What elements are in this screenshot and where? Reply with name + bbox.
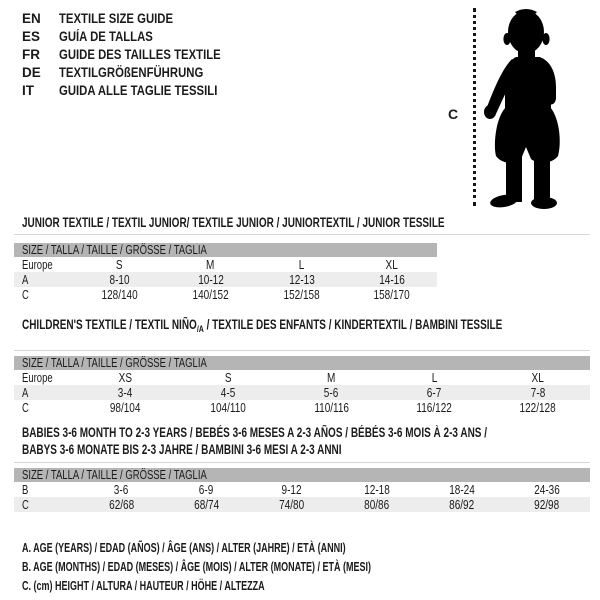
junior-section-title-text: JUNIOR TEXTILE / TEXTIL JUNIOR/ TEXTILE JUNIOR / JUNIORTEXTIL / JUNIOR TESSILE [22,215,445,230]
footnote-c: C. (cm) HEIGHT / ALTURA / HAUTEUR / HÖHE / ALTEZZA [22,579,265,593]
section-divider [14,462,590,463]
row-label-cell: C [14,497,79,512]
lang-row-it [22,81,252,99]
size-value-cell: 12-18 [363,482,390,497]
size-value-cell: 140/152 [192,287,229,302]
size-header-row [14,468,590,482]
footnote-b: B. AGE (MONTHS) / EDAD (MESES) / ÂGE (MOIS) / ALTER (MONATE) / ETÀ (MESI) [22,560,371,574]
size-value-cell: XS [118,370,133,385]
footnote-a: A. AGE (YEARS) / EDAD (AÑOS) / ÂGE (ANS) / ALTER (JAHRE) / ETÀ (ANNI) [22,541,346,555]
size-value-cell: M [327,370,336,385]
size-value-cell: 10-12 [165,272,256,287]
title-subscript: /A [196,324,204,335]
lang-title: GUÍA DE TALLAS [59,28,153,44]
legend-footnotes [22,539,507,596]
size-value-cell: 128/140 [101,287,138,302]
size-value-cell: 86/92 [419,497,504,512]
size-value-cell: 8-10 [74,272,165,287]
table-row-height [14,497,590,512]
language-title-list [22,9,252,99]
size-value-cell: 116/122 [416,400,453,415]
table-row-age [14,385,590,400]
row-label-cell: A [14,385,74,400]
table-row-age [14,272,437,287]
babies-title-line2: BABYS 3-6 MONATE BIS 2-3 JAHRE / BAMBINI 3-6 MESI A 2-3 ANNI [22,442,342,457]
size-value-cell: 9-12 [281,482,302,497]
children-size-table [14,356,590,415]
toddler-silhouette-icon [482,9,566,209]
lang-row-fr [22,45,252,63]
row-label-cell: C [22,400,29,415]
size-value-cell: 3-4 [74,385,177,400]
size-value-cell: 5-6 [280,385,383,400]
size-value-cell: 12-13 [256,272,347,287]
lang-code: FR [22,46,40,62]
size-value-cell: XL [385,257,399,272]
size-value-cell: 104/110 [210,400,247,415]
lang-title: TEXTILGRÖßENFÜHRUNG [59,64,204,80]
size-value-cell: 24-36 [534,482,560,497]
babies-textile-section [14,424,592,512]
height-measure-dotted-line [473,8,476,206]
lang-code: EN [22,10,41,26]
lang-row-de [22,63,252,81]
size-value-cell: 6-9 [199,482,214,497]
babies-section-title [22,424,592,458]
size-value-cell: 14-16 [347,272,437,287]
size-value-cell: 158/170 [373,287,411,302]
row-label-cell: C [22,287,29,302]
lang-code: IT [22,82,34,98]
size-value-cell: L [298,257,305,272]
size-header-cell [14,243,437,257]
table-row-europe [14,370,590,385]
size-value-cell: 110/116 [314,400,349,415]
baby-height-figure [440,0,600,215]
table-row-months [14,482,590,497]
size-header-text: SIZE / TALLA / TAILLE / GRÖSSE / TAGLIA [22,468,207,482]
children-section-title [22,318,592,336]
lang-title: GUIDE DES TAILLES TEXTILE [59,46,221,62]
row-label-cell: A [14,272,74,287]
size-header-text: SIZE / TALLA / TAILLE / GRÖSSE / TAGLIA [22,356,207,370]
lang-title: GUIDA ALLE TAGLIE TESSILI [59,82,218,98]
table-row-europe [14,257,437,272]
height-measure-label: C [448,106,459,122]
babies-size-table [14,468,590,512]
row-label-cell: Europe [22,370,53,385]
size-value-cell: 18-24 [448,482,475,497]
children-section-title-text [22,318,502,336]
row-label-cell: Europe [22,257,53,272]
title-pre: CHILDREN'S TEXTILE / TEXTIL NIÑO [22,317,197,332]
size-value-cell: 74/80 [249,497,334,512]
size-value-cell: M [206,257,215,272]
size-value-cell: L [431,370,438,385]
lang-code: ES [22,28,41,44]
size-value-cell: 6-7 [383,385,486,400]
size-value-cell: 62/68 [79,497,164,512]
size-value-cell: 98/104 [110,400,141,415]
lang-code: DE [22,64,41,80]
section-divider [14,234,590,235]
title-post: / TEXTILE DES ENFANTS / KINDERTEXTIL / BAMBINI TESSILE [203,317,503,332]
junior-section-title [22,216,592,229]
babies-title-line1: BABIES 3-6 MONTH TO 2-3 YEARS / BEBÉS 3-6 MESES A 2-3 AÑOS / BÉBÉS 3-6 MOIS À 2-3 ANS / [22,425,488,440]
children-textile-section [14,318,592,415]
size-value-cell: 3-6 [114,482,129,497]
size-value-cell: 152/158 [283,287,320,302]
junior-size-table [14,243,437,302]
size-value-cell: 7-8 [486,385,590,400]
junior-textile-section [14,216,592,302]
table-row-height [14,287,437,302]
row-label-cell: B [22,482,29,497]
size-header-cell [14,356,590,370]
size-value-cell: 122/128 [519,400,557,415]
size-header-row [14,356,590,370]
lang-row-en [22,9,252,27]
section-divider [14,350,590,351]
lang-row-es [22,27,252,45]
size-value-cell: S [225,370,232,385]
table-row-height [14,400,590,415]
size-value-cell: S [116,257,123,272]
size-value-cell: 80/86 [334,497,419,512]
size-header-text: SIZE / TALLA / TAILLE / GRÖSSE / TAGLIA [22,243,207,257]
size-value-cell: 68/74 [164,497,249,512]
size-value-cell: 4-5 [177,385,280,400]
size-header-row [14,243,437,257]
size-header-cell [14,468,590,482]
lang-title: TEXTILE SIZE GUIDE [59,10,174,26]
size-value-cell: 92/98 [504,497,590,512]
size-value-cell: XL [531,370,545,385]
